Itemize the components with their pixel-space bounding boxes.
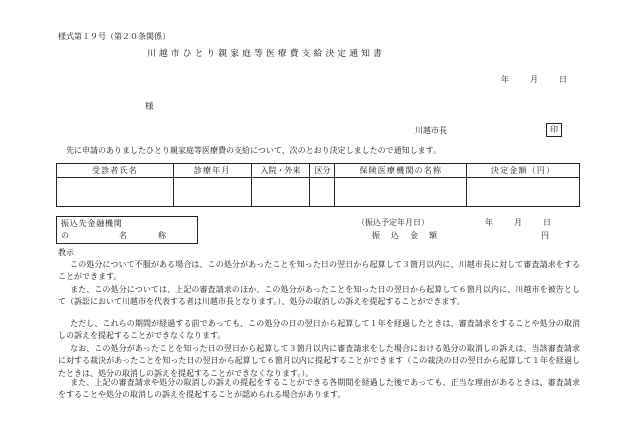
notes-paragraph-2 — [58, 284, 580, 309]
table-row — [57, 178, 580, 207]
addressee-suffix: 様 — [145, 102, 154, 112]
bank-label-line1: 振込先金融機関 — [61, 219, 123, 228]
cell-category — [310, 178, 335, 207]
header-institution-name: 保険医療機関の名称 — [335, 164, 467, 178]
header-patient-name: 受診者氏名 — [57, 164, 174, 178]
date-month: 月 — [530, 75, 538, 84]
schedule-day: 日 — [543, 218, 551, 227]
header-decided-amount: 決定金額（円） — [467, 164, 580, 178]
intro-text: 先に申請のありましたひとり親家庭等医療費の支給について、次のとおり決定しましたので通知します。 — [66, 146, 442, 155]
cell-institution-name — [335, 178, 467, 207]
transfer-schedule-date — [485, 217, 551, 228]
notes-paragraph-4 — [58, 343, 580, 380]
notes-p4-text: なお、この処分があったことを知った日の翌日から起算して３箇月以内に審査請求をした場合における処分の取消しの訴えは、当該審査請求に対する裁決があったことを知った日の翌日から起算して６箇月以内に提起することができます（この裁決の日の翌日から起算して１年を経過したときは、処分の取消しの訴えを提起することができなくなります。）。 — [58, 344, 580, 378]
table-header-row — [57, 164, 580, 178]
transfer-amount-label: 振込金額 — [372, 231, 448, 240]
notes-p3-text: ただし、これらの期間が経過する前であっても、この処分の日の翌日から起算して１年を経過したときは、審査請求をすることや処分の取消しの訴えを提起することができなくなります。 — [58, 319, 580, 341]
bank-label-line2 — [61, 230, 166, 241]
date-day: 日 — [559, 75, 567, 84]
notes-title: 教示 — [58, 248, 74, 257]
notes-p1-text: この処分について不服がある場合は、この処分があったことを知った日の翌日から起算して３箇月以内に、川越市長に対して審査請求をすることができます。 — [58, 260, 580, 282]
notes-paragraph-1 — [58, 259, 580, 284]
notes-paragraph-5 — [58, 377, 580, 402]
seal-mark: 印 — [546, 123, 562, 137]
bank-label-na: 名 — [119, 231, 127, 240]
cell-treatment-month — [173, 178, 251, 207]
schedule-year: 年 — [485, 218, 493, 227]
transfer-schedule-label: （振込予定年月日） — [357, 218, 429, 227]
document-title: 川越市ひとり親家庭等医療費支給決定通知書 — [147, 49, 385, 59]
decision-table — [56, 163, 580, 207]
date-year: 年 — [501, 75, 509, 84]
transfer-amount-unit: 円 — [541, 231, 549, 240]
notes-p2-text: また、この処分については、上記の審査請求のほか、この処分があったことを知った日の翌日から起算して６箇月以内に、川越市を被告として（訴訟において川越市を代表する者は川越市長となります。）、処分の取消しの訴えを提起することができます。 — [58, 285, 580, 307]
issuer-name: 川越市長 — [415, 126, 447, 135]
cell-patient-name — [57, 178, 174, 207]
cell-decided-amount — [467, 178, 580, 207]
bank-name-box — [56, 216, 198, 244]
cell-inpatient-outpatient — [251, 178, 310, 207]
notes-p5-text: また、上記の審査請求や処分の取消しの訴えの提起をすることができる各期間を経過した後であっても、正当な理由があるときは、審査請求をすることや処分の取消しの訴えを提起することが認められる場合があります。 — [58, 378, 580, 400]
form-number: 様式第１９号（第２０条関係） — [58, 32, 170, 41]
schedule-month: 月 — [514, 218, 522, 227]
header-inpatient-outpatient: 入院・外来 — [251, 164, 310, 178]
header-category: 区分 — [310, 164, 335, 178]
notes-paragraph-3 — [58, 318, 580, 343]
bank-label-sho: 称 — [158, 231, 166, 240]
bank-label-no: の — [61, 231, 69, 240]
issue-date — [501, 74, 567, 85]
header-treatment-month: 診療年月 — [173, 164, 251, 178]
